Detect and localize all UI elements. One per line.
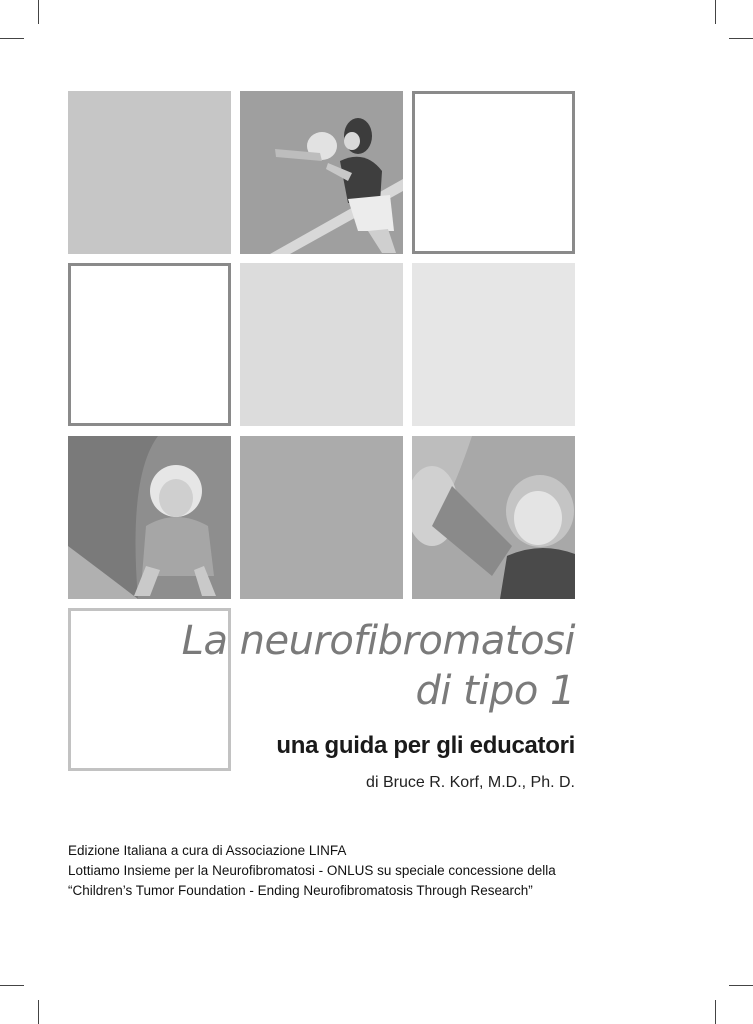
- photo-child-in-tunnel-image: [68, 436, 231, 599]
- cover-author: di Bruce R. Korf, M.D., Ph. D.: [366, 774, 575, 791]
- crop-mark: [715, 1000, 716, 1024]
- grid-tile: [412, 91, 575, 254]
- grid-tile: [68, 263, 231, 426]
- crop-mark: [729, 38, 753, 39]
- grid-tile: [412, 263, 575, 426]
- crop-mark: [38, 0, 39, 24]
- crop-mark: [729, 985, 753, 986]
- grid-tile: [240, 436, 403, 599]
- edition-note-line: “Children’s Tumor Foundation - Ending Neurofibromatosis Through Research”: [68, 883, 533, 898]
- crop-mark: [0, 985, 24, 986]
- crop-mark: [715, 0, 716, 24]
- cover-title-line1: La neurofibromatosi: [181, 618, 575, 664]
- cover-subtitle: una guida per gli educatori: [276, 732, 575, 759]
- photo-child-in-tunnel: [68, 436, 231, 599]
- photo-smiling-child-image: [412, 436, 575, 599]
- crop-mark: [38, 1000, 39, 1024]
- photo-girl-with-ball: [240, 91, 403, 254]
- edition-note: [68, 841, 608, 901]
- photo-girl-with-ball-image: [240, 91, 403, 254]
- edition-note-line: Edizione Italiana a cura di Associazione LINFA: [68, 843, 347, 858]
- crop-mark: [0, 38, 24, 39]
- edition-note-line: Lottiamo Insieme per la Neurofibromatosi - ONLUS su speciale concessione della: [68, 863, 556, 878]
- grid-tile: [68, 91, 231, 254]
- photo-smiling-child: [412, 436, 575, 599]
- grid-tile: [240, 263, 403, 426]
- cover-title-line2: di tipo 1: [415, 668, 575, 714]
